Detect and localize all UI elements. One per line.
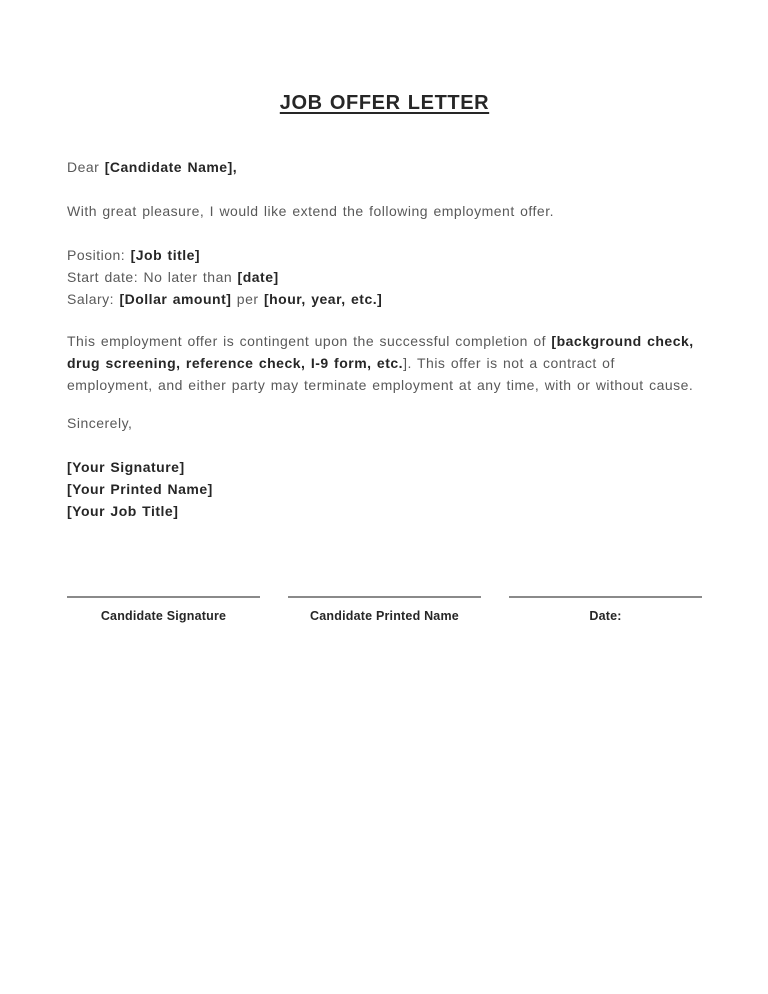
start-date-line	[67, 266, 702, 288]
job-title-placeholder: [Job title]	[130, 247, 201, 263]
salary-label: Salary:	[67, 291, 120, 307]
date-placeholder: [date]	[237, 269, 279, 285]
position-label: Position:	[67, 247, 131, 263]
signature-row	[67, 596, 702, 624]
intro-paragraph: With great pleasure, I would like extend the following employment offer.	[67, 203, 554, 219]
candidate-signature-field	[67, 596, 260, 624]
contingency-conditions-placeholder: [background check, drug screening, reference check, I-9 form, etc.	[67, 333, 694, 371]
candidate-printed-name-rule	[288, 596, 481, 598]
your-signature-placeholder: [Your Signature]	[67, 459, 185, 475]
salutation-line	[67, 156, 702, 178]
date-rule	[509, 596, 702, 598]
contingency-lead: This employment offer is contingent upon the successful completion of	[67, 333, 552, 349]
offer-details	[67, 244, 702, 310]
closing-line: Sincerely,	[67, 415, 133, 431]
your-job-title-placeholder: [Your Job Title]	[67, 503, 179, 519]
salary-line	[67, 288, 702, 310]
contingency-tail: ]. This offer is not a contract of employment, and either party may terminate employment at any time, with or without cause.	[67, 355, 694, 393]
candidate-name-placeholder: [Candidate Name],	[104, 159, 238, 175]
candidate-printed-name-field	[288, 596, 481, 624]
salary-connector: per	[231, 291, 264, 307]
sender-block	[67, 456, 702, 522]
pay-period-placeholder: [hour, year, etc.]	[263, 291, 383, 307]
salutation-prefix: Dear	[67, 159, 105, 175]
contingency-paragraph	[67, 330, 702, 396]
date-field	[509, 596, 702, 624]
candidate-signature-rule	[67, 596, 260, 598]
dollar-amount-placeholder: [Dollar amount]	[119, 291, 232, 307]
date-label: Date:	[589, 609, 622, 623]
letter-title	[67, 90, 702, 116]
start-date-label: Start date: No later than	[67, 269, 238, 285]
position-line	[67, 244, 702, 266]
candidate-printed-name-label: Candidate Printed Name	[310, 609, 459, 623]
letter-title-text: JOB OFFER LETTER	[279, 92, 490, 114]
your-printed-name-placeholder: [Your Printed Name]	[67, 481, 213, 497]
candidate-signature-label: Candidate Signature	[100, 609, 227, 623]
